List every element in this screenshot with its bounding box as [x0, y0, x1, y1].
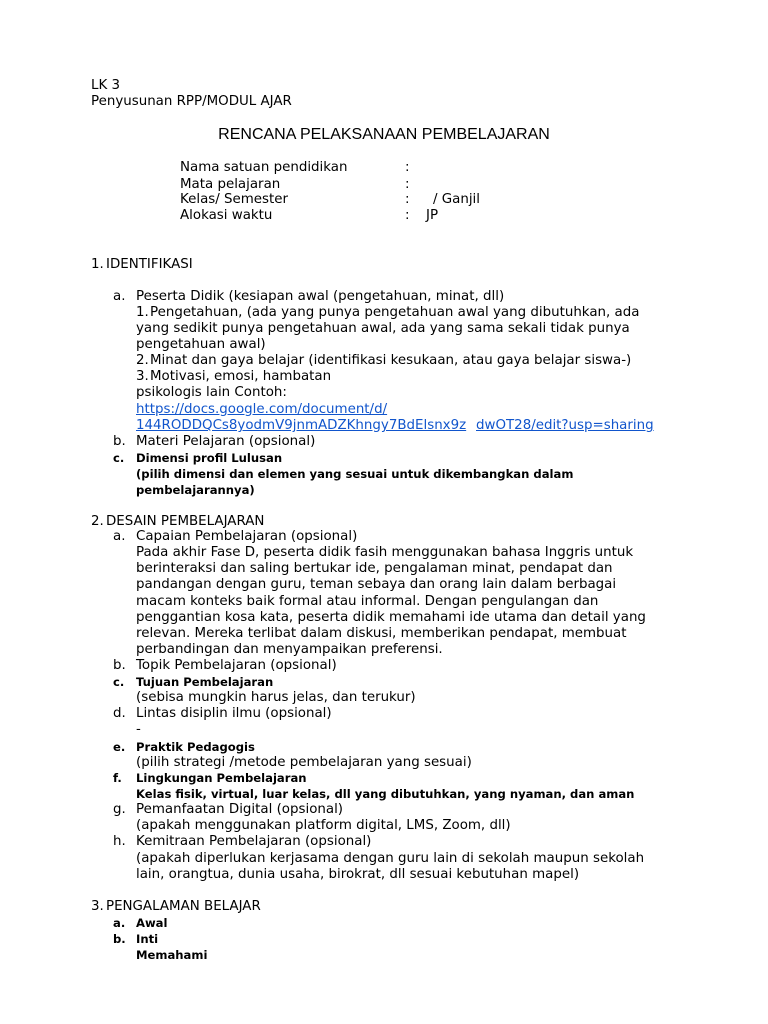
list-item-text: Awal	[136, 916, 168, 930]
info-colon: :	[405, 192, 410, 207]
sub-heading: Memahami	[136, 948, 208, 962]
paragraph-line: Motivasi, emosi, hambatan	[150, 369, 332, 384]
list-marker: a.	[113, 289, 126, 304]
sub-marker: 1.	[136, 305, 149, 320]
paragraph-line: perbandingan dan menyampaikan preferensi.	[136, 642, 443, 657]
example-link[interactable]: https://docs.google.com/document/d/	[136, 402, 388, 417]
list-marker: f.	[113, 771, 122, 785]
list-item-text: Lintas disiplin ilmu (opsional)	[136, 706, 332, 721]
info-label: Alokasi waktu	[180, 208, 273, 223]
paragraph-line: psikologis lain Contoh:	[136, 385, 287, 400]
section-title: IDENTIFIKASI	[106, 257, 193, 272]
paragraph-line: macam konteks baik formal atau informal. Dengan pengulangan dan	[136, 594, 599, 609]
section-title: DESAIN PEMBELAJARAN	[106, 514, 265, 529]
info-label: Mata pelajaran	[180, 177, 281, 192]
list-item-text: Tujuan Pembelajaran	[136, 675, 274, 689]
list-item-text: Topik Pembelajaran (opsional)	[136, 658, 337, 673]
info-value: / Ganjil	[433, 192, 480, 207]
list-marker: b.	[113, 434, 126, 449]
item-note: (sebisa mungkin harus jelas, dan terukur)	[136, 690, 416, 705]
sub-marker: 2.	[136, 353, 149, 368]
item-note: (pilih dimensi dan elemen yang sesuai untuk dikembangkan dalam	[136, 467, 574, 481]
item-note: (apakah menggunakan platform digital, LMS, Zoom, dll)	[136, 818, 511, 833]
list-item-text: Kemitraan Pembelajaran (opsional)	[136, 834, 372, 849]
list-marker: h.	[113, 834, 126, 849]
list-item-text: Dimensi profil Lulusan	[136, 451, 283, 465]
item-note: -	[136, 722, 141, 737]
section-number: 2.	[91, 514, 104, 529]
list-item-text: Praktik Pedagogis	[136, 740, 255, 754]
example-link[interactable]: 144RODDQCs8yodmV9jnmADZKhngy7BdElsnx9z	[136, 418, 467, 433]
info-colon: :	[405, 177, 410, 192]
item-note: lain, orangtua, dunia usaha, birokrat, dll sesuai kebutuhan mapel)	[136, 867, 580, 882]
list-item-text: Inti	[136, 932, 159, 946]
item-note: (apakah diperlukan kerjasama dengan guru lain di sekolah maupun sekolah	[136, 851, 645, 866]
list-item-text: Pemanfaatan Digital (opsional)	[136, 802, 344, 817]
list-item-text: Capaian Pembelajaran (opsional)	[136, 529, 358, 544]
lk-label: LK 3	[91, 78, 121, 93]
info-label: Nama satuan pendidikan	[180, 160, 348, 175]
list-item-text: Lingkungan Pembelajaran	[136, 771, 307, 785]
item-note: pembelajarannya)	[136, 483, 255, 497]
list-marker: c.	[113, 675, 125, 689]
list-item-text: Peserta Didik (kesiapan awal (pengetahuan, minat, dll)	[136, 289, 505, 304]
list-marker: e.	[113, 740, 126, 754]
list-marker: b.	[113, 932, 126, 946]
info-label: Kelas/ Semester	[180, 192, 289, 207]
paragraph-line: Pada akhir Fase D, peserta didik fasih menggunakan bahasa Inggris untuk	[136, 545, 634, 560]
paragraph-line: pandangan dengan guru, teman sebaya dan orang lain dalam berbagai	[136, 577, 617, 592]
section-title: PENGALAMAN BELAJAR	[106, 899, 261, 914]
paragraph-line: berinteraksi dan saling bertukar ide, pengalaman minat, pendapat dan	[136, 561, 613, 576]
section-number: 1.	[91, 257, 104, 272]
section-number: 3.	[91, 899, 104, 914]
sub-marker: 3.	[136, 369, 149, 384]
info-colon: :	[405, 208, 410, 223]
paragraph-line: pengetahuan awal)	[136, 337, 266, 352]
item-note: (pilih strategi /metode pembelajaran yang sesuai)	[136, 755, 472, 770]
info-value: JP	[426, 208, 439, 223]
document-subtitle: Penyusunan RPP/MODUL AJAR	[91, 94, 292, 109]
list-marker: g.	[113, 802, 126, 817]
list-marker: b.	[113, 658, 126, 673]
list-marker: a.	[113, 916, 126, 930]
list-marker: a.	[113, 529, 126, 544]
list-marker: d.	[113, 706, 126, 721]
info-colon: :	[405, 160, 410, 175]
paragraph-line: yang sedikit punya pengetahuan awal, ada yang sama sekali tidak punya	[136, 321, 630, 336]
item-note: Kelas fisik, virtual, luar kelas, dll yang dibutuhkan, yang nyaman, dan aman	[136, 787, 635, 801]
paragraph-line: relevan. Mereka terlibat dalam diskusi, memberikan pendapat, membuat	[136, 626, 627, 641]
paragraph-line: Minat dan gaya belajar (identifikasi kesukaan, atau gaya belajar siswa-)	[150, 353, 632, 368]
list-marker: c.	[113, 451, 125, 465]
list-item-text: Materi Pelajaran (opsional)	[136, 434, 316, 449]
paragraph-line: penggantian kosa kata, peserta didik memahami ide utama dan detail yang	[136, 610, 646, 625]
example-link[interactable]: dwOT28/edit?usp=sharing	[476, 418, 654, 433]
paragraph-line: Pengetahuan, (ada yang punya pengetahuan awal yang dibutuhkan, ada	[150, 305, 640, 320]
document-title: RENCANA PELAKSANAAN PEMBELAJARAN	[218, 126, 550, 143]
